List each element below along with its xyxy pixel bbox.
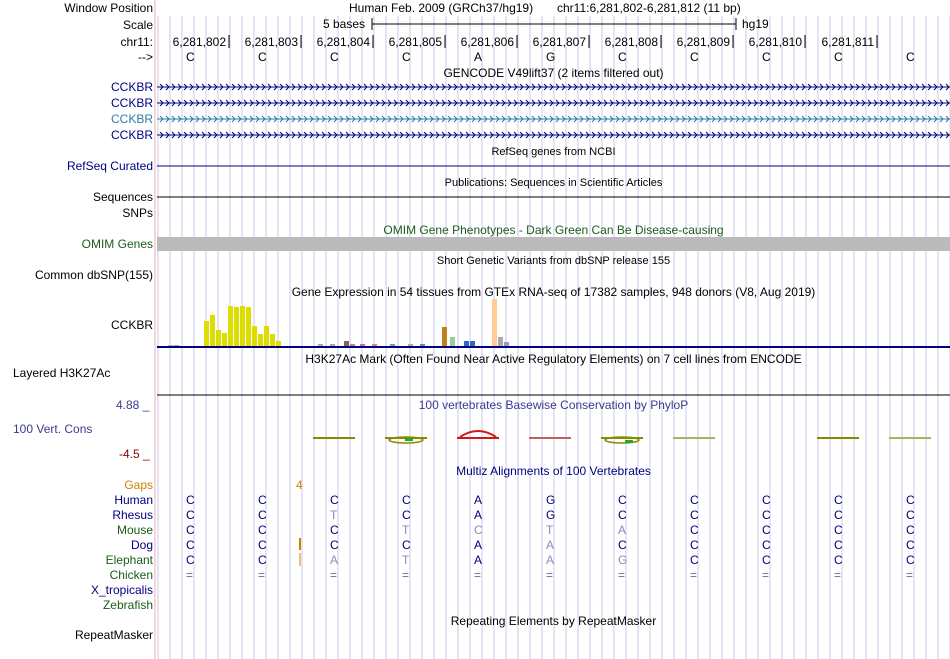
coordinate-label: 6,281,810: [748, 35, 802, 49]
phylop-title: 100 vertebrates Basewise Conservation by PhyloP: [418, 398, 689, 412]
aligned-base: C: [834, 508, 843, 522]
species-label[interactable]: Human: [114, 493, 153, 507]
gencode-item-1-label[interactable]: CCKBR: [110, 80, 153, 94]
species-label[interactable]: Elephant: [105, 553, 153, 567]
refseq-title: RefSeq genes from NCBI: [491, 146, 616, 158]
base-letter: C: [690, 50, 699, 64]
gtex-bar: [258, 334, 263, 346]
gencode-title: GENCODE V49lift37 (2 items filtered out): [443, 66, 664, 80]
gtex-bar: [442, 327, 447, 346]
repeatmasker-label[interactable]: RepeatMasker: [74, 628, 153, 642]
gtex-bar: [240, 306, 245, 346]
gtex-bar: [318, 344, 323, 346]
base-letter: C: [186, 50, 195, 64]
species-label[interactable]: X_tropicalis: [90, 583, 153, 597]
gtex-bar: [372, 344, 377, 346]
aligned-base: C: [402, 508, 411, 522]
aligned-base: C: [834, 493, 843, 507]
aligned-base: C: [762, 508, 771, 522]
gaps-value: 4: [296, 478, 303, 492]
base-letter: C: [906, 50, 915, 64]
multiz-title: Multiz Alignments of 100 Vertebrates: [456, 464, 651, 478]
coordinate-label: 6,281,808: [604, 35, 658, 49]
gtex-bar: [264, 326, 269, 346]
publications-title: Publications: Sequences in Scientific Articles: [444, 177, 663, 189]
aligned-base: C: [690, 523, 699, 537]
coordinate-label: 6,281,805: [388, 35, 442, 49]
coordinate-label: 6,281,806: [460, 35, 514, 49]
aligned-base: C: [690, 538, 699, 552]
gtex-bar: [252, 326, 257, 346]
gtex-bar: [350, 344, 355, 346]
gtex-bar: [450, 337, 455, 346]
aligned-base: C: [258, 493, 267, 507]
base-letter: G: [546, 50, 556, 64]
repeatmasker-title: Repeating Elements by RepeatMasker: [450, 614, 657, 628]
aligned-base: A: [474, 508, 483, 522]
gtex-bar: [408, 344, 413, 346]
gtex-bar: [420, 344, 425, 346]
coordinate-label: 6,281,803: [244, 35, 298, 49]
aligned-base: =: [834, 568, 842, 582]
gtex-bar: [168, 345, 173, 346]
gencode-item-3-label[interactable]: CCKBR: [110, 112, 153, 126]
aligned-base: C: [906, 553, 915, 567]
aligned-base: =: [474, 568, 482, 582]
species-label[interactable]: Zebrafish: [102, 598, 153, 612]
aligned-base: =: [402, 568, 410, 582]
gtex-bar: [222, 333, 227, 346]
assembly-text: Human Feb. 2009 (GRCh37/hg19): [349, 1, 534, 15]
coordinate-label: 6,281,809: [676, 35, 730, 49]
aligned-base: C: [762, 493, 771, 507]
gtex-bar: [228, 306, 233, 346]
aligned-base: T: [402, 553, 410, 567]
gaps-label[interactable]: Gaps: [124, 478, 153, 492]
aligned-base: C: [834, 553, 843, 567]
aligned-base: C: [906, 493, 915, 507]
position-text: chr11:6,281,802-6,281,812 (11 bp): [557, 1, 741, 15]
strand-arrow-label: -->: [138, 50, 153, 64]
dbsnp-label[interactable]: Common dbSNP(155): [34, 268, 153, 282]
base-letter: C: [258, 50, 267, 64]
aligned-base: C: [186, 523, 195, 537]
gtex-bar: [276, 341, 281, 346]
base-letter: C: [330, 50, 339, 64]
aligned-base: C: [906, 523, 915, 537]
species-label[interactable]: Rhesus: [112, 508, 153, 522]
coordinate-label: 6,281,807: [532, 35, 586, 49]
scale-label: Scale: [122, 18, 153, 32]
h3k27ac-title: H3K27Ac Mark (Often Found Near Active Regulatory Elements) on 7 cell lines from ENCODE: [305, 352, 802, 366]
aligned-base: C: [474, 523, 483, 537]
aligned-base: A: [474, 538, 483, 552]
aligned-base: T: [546, 523, 554, 537]
gtex-bar: [464, 341, 469, 346]
base-letter: C: [618, 50, 627, 64]
aligned-base: A: [618, 523, 627, 537]
aligned-base: A: [474, 493, 483, 507]
coordinate-label: 6,281,802: [172, 35, 226, 49]
aligned-base: C: [906, 538, 915, 552]
aligned-base: C: [258, 538, 267, 552]
phylop-green-mark: [405, 438, 413, 441]
aligned-base: =: [186, 568, 194, 582]
omim-label[interactable]: OMIM Genes: [81, 237, 153, 251]
cons-label[interactable]: 100 Vert. Cons: [13, 422, 93, 436]
gtex-title: Gene Expression in 54 tissues from GTEx RNA-seq of 17382 samples, 948 donors (V8, Aug 2019): [291, 285, 816, 299]
aligned-base: C: [690, 493, 699, 507]
aligned-base: A: [330, 553, 339, 567]
base-letter: A: [474, 50, 483, 64]
gtex-bar: [344, 341, 349, 346]
aligned-base: C: [402, 538, 411, 552]
gtex-bar: [246, 307, 251, 346]
gtex-bar: [216, 330, 221, 346]
aligned-base: =: [690, 568, 698, 582]
refseq-label[interactable]: RefSeq Curated: [66, 159, 153, 173]
chrom-label: chr11:: [120, 35, 153, 49]
sequences-label[interactable]: Sequences: [92, 190, 153, 204]
aligned-base: C: [762, 553, 771, 567]
gtex-label[interactable]: CCKBR: [110, 318, 153, 332]
omim-title: OMIM Gene Phenotypes - Dark Green Can Be Disease-causing: [383, 223, 724, 237]
aligned-base: C: [618, 493, 627, 507]
gtex-bar: [234, 307, 239, 346]
coordinate-label: 6,281,804: [316, 35, 370, 49]
aligned-base: C: [186, 553, 195, 567]
gtex-bar: [492, 299, 497, 346]
aligned-base: C: [186, 508, 195, 522]
aligned-base: =: [906, 568, 914, 582]
cons-max-label: 4.88 _: [116, 398, 150, 412]
aligned-base: G: [546, 508, 556, 522]
aligned-base: C: [402, 493, 411, 507]
gencode-item-4-label[interactable]: CCKBR: [110, 128, 153, 142]
gtex-bar: [360, 344, 365, 346]
aligned-base: C: [330, 493, 339, 507]
aligned-base: A: [546, 553, 555, 567]
aligned-base: C: [258, 553, 267, 567]
aligned-base: =: [258, 568, 266, 582]
base-letter: C: [402, 50, 411, 64]
scale-bar-label: 5 bases: [323, 17, 366, 31]
species-label[interactable]: Dog: [130, 538, 153, 552]
coordinate-label: 6,281,811: [821, 35, 874, 49]
gtex-bar: [390, 344, 395, 346]
aligned-base: T: [402, 523, 410, 537]
gtex-bar: [210, 315, 215, 346]
gtex-bar: [470, 341, 475, 346]
window-position-label: Window Position: [64, 1, 153, 15]
dbsnp-title: Short Genetic Variants from dbSNP release 155: [436, 255, 671, 267]
aligned-base: =: [762, 568, 770, 582]
aligned-base: C: [186, 493, 195, 507]
gtex-bar: [330, 344, 335, 346]
aligned-base: G: [618, 553, 628, 567]
species-label[interactable]: Chicken: [109, 568, 153, 582]
gtex-bar: [504, 342, 509, 346]
aligned-base: C: [834, 538, 843, 552]
aligned-base: T: [330, 508, 338, 522]
aligned-base: C: [186, 538, 195, 552]
aligned-base: C: [258, 523, 267, 537]
aligned-base: C: [690, 553, 699, 567]
gtex-bar: [204, 321, 209, 346]
aligned-base: C: [762, 538, 771, 552]
base-letter: C: [834, 50, 843, 64]
assembly-db-label: hg19: [742, 17, 769, 31]
aligned-base: C: [618, 538, 627, 552]
h3k27ac-label[interactable]: Layered H3K27Ac: [13, 366, 111, 380]
aligned-base: A: [546, 538, 555, 552]
aligned-base: A: [474, 553, 483, 567]
aligned-base: C: [258, 508, 267, 522]
aligned-base: C: [330, 523, 339, 537]
aligned-base: C: [690, 508, 699, 522]
gencode-item-2-label[interactable]: CCKBR: [110, 96, 153, 110]
aligned-base: C: [618, 508, 627, 522]
snps-label[interactable]: SNPs: [122, 206, 153, 220]
phylop-peak: [460, 431, 496, 437]
aligned-base: C: [834, 523, 843, 537]
gtex-bar: [174, 345, 179, 346]
omim-bar: [157, 237, 950, 251]
gtex-bar: [498, 337, 503, 346]
phylop-green-mark: [625, 440, 633, 443]
aligned-base: C: [762, 523, 771, 537]
base-letter: C: [762, 50, 771, 64]
gtex-bar: [270, 334, 275, 346]
cons-min-label: -4.5 _: [119, 447, 150, 461]
aligned-base: C: [906, 508, 915, 522]
aligned-base: G: [546, 493, 556, 507]
aligned-base: =: [546, 568, 554, 582]
species-label[interactable]: Mouse: [116, 523, 153, 537]
aligned-base: =: [330, 568, 338, 582]
aligned-base: =: [618, 568, 626, 582]
aligned-base: C: [330, 538, 339, 552]
